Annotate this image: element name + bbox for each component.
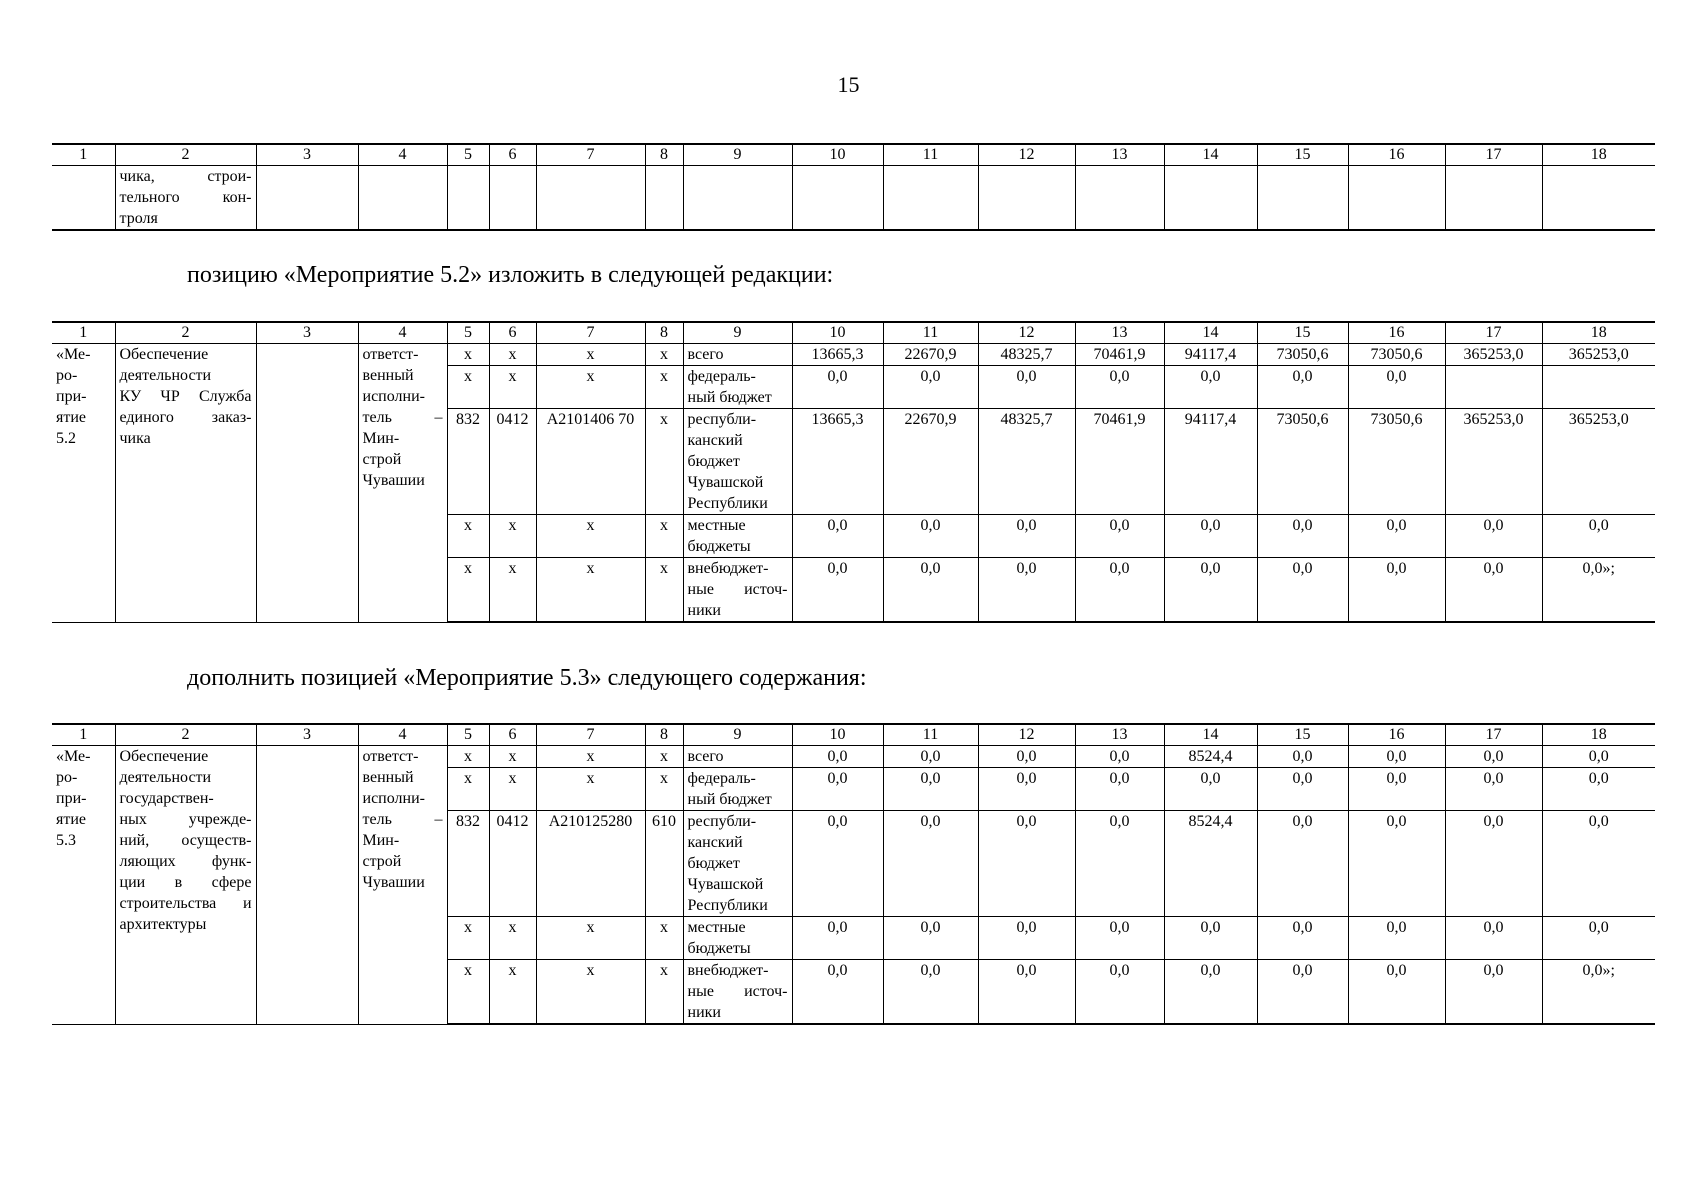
column-number-6: 6 xyxy=(489,322,536,344)
code-target: x xyxy=(536,558,645,623)
cell-col2 xyxy=(115,166,256,231)
amount-col11: 0,0 xyxy=(883,515,978,558)
column-number-4: 4 xyxy=(358,724,447,746)
column-number-7: 7 xyxy=(536,144,645,166)
cell-line: строй xyxy=(362,451,402,468)
cell-col3 xyxy=(256,344,358,623)
cell-line: Обеспечение xyxy=(119,346,209,363)
column-number-18: 18 xyxy=(1542,322,1655,344)
amount-col18: 0,0 xyxy=(1542,811,1655,917)
cell-line: бюджеты xyxy=(687,538,751,555)
code-section: x xyxy=(489,366,536,409)
amount-col11: 0,0 xyxy=(883,811,978,917)
cell-line: ятие xyxy=(56,811,87,828)
cell-line: Мин- xyxy=(362,430,400,447)
column-number-17: 17 xyxy=(1445,322,1542,344)
amount-col14: 94117,4 xyxy=(1164,344,1257,366)
column-number-14: 14 xyxy=(1164,144,1257,166)
amount-col11: 22670,9 xyxy=(883,344,978,366)
cell-line: канский xyxy=(687,834,743,851)
funding-source xyxy=(683,960,792,1025)
code-section: x xyxy=(489,960,536,1025)
code-grbs: x xyxy=(447,344,489,366)
column-number-4: 4 xyxy=(358,322,447,344)
cell-line: венный xyxy=(362,769,414,786)
code-expense: x xyxy=(645,409,683,515)
amount-col13: 0,0 xyxy=(1075,960,1164,1025)
cell-line: ро- xyxy=(56,367,78,384)
column-number-6: 6 xyxy=(489,724,536,746)
table-continuation xyxy=(52,143,1655,231)
code-target: x xyxy=(536,366,645,409)
column-number-15: 15 xyxy=(1257,724,1348,746)
cell-line: Чувашской xyxy=(687,876,764,893)
code-section: x xyxy=(489,558,536,623)
amount-col18: 365253,0 xyxy=(1542,409,1655,515)
cell-line: ные источ- xyxy=(687,581,788,598)
column-number-10: 10 xyxy=(792,322,883,344)
cell-line: ный бюджет xyxy=(687,389,772,406)
amount-col15: 0,0 xyxy=(1257,917,1348,960)
amount-col15: 0,0 xyxy=(1257,768,1348,811)
column-number-9: 9 xyxy=(683,724,792,746)
column-number-4: 4 xyxy=(358,144,447,166)
column-number-row xyxy=(52,144,1655,166)
column-number-12: 12 xyxy=(978,144,1075,166)
amount-col12: 48325,7 xyxy=(978,409,1075,515)
amount-col15: 73050,6 xyxy=(1257,409,1348,515)
column-number-11: 11 xyxy=(883,724,978,746)
column-number-row xyxy=(52,322,1655,344)
amount-col14: 0,0 xyxy=(1164,515,1257,558)
amount-col16: 0,0 xyxy=(1348,768,1445,811)
cell-line: Мин- xyxy=(362,832,400,849)
amount-col14: 8524,4 xyxy=(1164,811,1257,917)
instruction-5-2: позицию «Мероприятие 5.2» изложить в следующей редакции: xyxy=(187,262,834,288)
amount-col16: 0,0 xyxy=(1348,515,1445,558)
cell-line: федераль- xyxy=(687,770,756,787)
cell-line: Чувашии xyxy=(362,472,425,489)
amount-col11: 0,0 xyxy=(883,917,978,960)
code-grbs: x xyxy=(447,917,489,960)
cell-col3 xyxy=(256,746,358,1025)
cell-line: чика xyxy=(119,430,151,447)
amount-col16: 0,0 xyxy=(1348,960,1445,1025)
amount-col13: 0,0 xyxy=(1075,768,1164,811)
amount-col14: 0,0 xyxy=(1164,768,1257,811)
cell-line: Республики xyxy=(687,495,768,512)
amount-col11: 0,0 xyxy=(883,558,978,623)
code-expense: x xyxy=(645,366,683,409)
amount-col11: 0,0 xyxy=(883,768,978,811)
amount-col10: 13665,3 xyxy=(792,409,883,515)
cell-line: тель – xyxy=(362,409,443,426)
cell-line: строительства и xyxy=(119,895,252,912)
column-number-17: 17 xyxy=(1445,724,1542,746)
column-number-16: 16 xyxy=(1348,144,1445,166)
amount-col12: 0,0 xyxy=(978,917,1075,960)
code-expense: x xyxy=(645,746,683,768)
funding-source xyxy=(683,558,792,623)
column-number-9: 9 xyxy=(683,144,792,166)
cell-line: республи- xyxy=(687,813,757,830)
amount-col10: 0,0 xyxy=(792,515,883,558)
code-target: x xyxy=(536,917,645,960)
code-target: x xyxy=(536,344,645,366)
cell-line: единого заказ- xyxy=(119,409,252,426)
amount-col10: 0,0 xyxy=(792,558,883,623)
column-number-7: 7 xyxy=(536,724,645,746)
code-grbs: 832 xyxy=(447,409,489,515)
cell-line: ники xyxy=(687,602,721,619)
column-number-13: 13 xyxy=(1075,724,1164,746)
funding-source xyxy=(683,515,792,558)
amount-col15: 0,0 xyxy=(1257,558,1348,623)
code-grbs: x xyxy=(447,768,489,811)
column-number-1: 1 xyxy=(52,144,115,166)
amount-col14: 94117,4 xyxy=(1164,409,1257,515)
cell-line: всего xyxy=(687,346,724,363)
column-number-1: 1 xyxy=(52,724,115,746)
amount-col15: 0,0 xyxy=(1257,366,1348,409)
column-number-3: 3 xyxy=(256,322,358,344)
cell-line: тельного кон- xyxy=(119,189,252,206)
code-expense: x xyxy=(645,960,683,1025)
amount-col15: 0,0 xyxy=(1257,960,1348,1025)
cell-line: ции в сфере xyxy=(119,874,252,891)
amount-col14: 0,0 xyxy=(1164,366,1257,409)
code-target: А210125280 xyxy=(536,811,645,917)
amount-col16: 73050,6 xyxy=(1348,344,1445,366)
amount-col18: 0,0 xyxy=(1542,515,1655,558)
column-number-16: 16 xyxy=(1348,322,1445,344)
column-number-14: 14 xyxy=(1164,724,1257,746)
code-expense: x xyxy=(645,768,683,811)
amount-col11: 0,0 xyxy=(883,746,978,768)
column-number-2: 2 xyxy=(115,322,256,344)
amount-col13: 0,0 xyxy=(1075,515,1164,558)
amount-col18: 0,0»; xyxy=(1542,960,1655,1025)
amount-col16: 0,0 xyxy=(1348,917,1445,960)
cell-line: чика, строи- xyxy=(119,168,252,185)
column-number-5: 5 xyxy=(447,724,489,746)
measure-label xyxy=(52,746,115,1025)
code-expense: x xyxy=(645,558,683,623)
cell-line: КУ ЧР Служба xyxy=(119,388,252,405)
amount-col17: 0,0 xyxy=(1445,515,1542,558)
table-measure-5-2 xyxy=(52,321,1655,623)
amount-col11: 0,0 xyxy=(883,960,978,1025)
table-measure-5-3 xyxy=(52,723,1655,1025)
code-target: x xyxy=(536,515,645,558)
amount-col15: 0,0 xyxy=(1257,811,1348,917)
column-number-8: 8 xyxy=(645,144,683,166)
amount-col12: 48325,7 xyxy=(978,344,1075,366)
cell-line: Чувашской xyxy=(687,474,764,491)
amount-col12: 0,0 xyxy=(978,515,1075,558)
funding-source xyxy=(683,409,792,515)
cell-line: внебюджет- xyxy=(687,560,769,577)
column-number-11: 11 xyxy=(883,322,978,344)
amount-col14: 0,0 xyxy=(1164,917,1257,960)
amount-col17: 365253,0 xyxy=(1445,409,1542,515)
amount-col17: 0,0 xyxy=(1445,768,1542,811)
amount-col17: 365253,0 xyxy=(1445,344,1542,366)
amount-col11: 22670,9 xyxy=(883,409,978,515)
code-grbs: 832 xyxy=(447,811,489,917)
cell-line: ных учрежде- xyxy=(119,811,252,828)
funding-source xyxy=(683,366,792,409)
amount-col12: 0,0 xyxy=(978,558,1075,623)
amount-col12: 0,0 xyxy=(978,768,1075,811)
code-grbs: x xyxy=(447,746,489,768)
cell-line: ляющих функ- xyxy=(119,853,252,870)
amount-col12: 0,0 xyxy=(978,366,1075,409)
code-target: x xyxy=(536,746,645,768)
funding-source xyxy=(683,746,792,768)
amount-col10: 0,0 xyxy=(792,811,883,917)
amount-col15: 0,0 xyxy=(1257,746,1348,768)
column-number-18: 18 xyxy=(1542,144,1655,166)
column-number-2: 2 xyxy=(115,724,256,746)
amount-col17: 0,0 xyxy=(1445,558,1542,623)
table-row xyxy=(52,344,1655,366)
cell-line: местные xyxy=(687,919,746,936)
column-number-13: 13 xyxy=(1075,322,1164,344)
amount-col16: 0,0 xyxy=(1348,558,1445,623)
amount-col10: 0,0 xyxy=(792,746,883,768)
cell-line: 5.2 xyxy=(56,430,76,447)
amount-col13: 0,0 xyxy=(1075,366,1164,409)
cell-line: ответст- xyxy=(362,748,419,765)
column-number-7: 7 xyxy=(536,322,645,344)
cell-line: ответст- xyxy=(362,346,419,363)
measure-description xyxy=(115,344,256,623)
amount-col13: 0,0 xyxy=(1075,746,1164,768)
page-number: 15 xyxy=(837,72,860,97)
column-number-12: 12 xyxy=(978,322,1075,344)
column-number-row xyxy=(52,724,1655,746)
amount-col14: 0,0 xyxy=(1164,558,1257,623)
code-grbs: x xyxy=(447,960,489,1025)
cell-line: бюджет xyxy=(687,855,740,872)
amount-col16: 0,0 xyxy=(1348,746,1445,768)
code-target: x xyxy=(536,768,645,811)
code-target: А2101406 70 xyxy=(536,409,645,515)
code-expense: x xyxy=(645,515,683,558)
amount-col18: 0,0 xyxy=(1542,917,1655,960)
amount-col10: 0,0 xyxy=(792,768,883,811)
cell-line: деятельности xyxy=(119,769,212,786)
amount-col11: 0,0 xyxy=(883,366,978,409)
column-number-16: 16 xyxy=(1348,724,1445,746)
funding-source xyxy=(683,344,792,366)
code-grbs: x xyxy=(447,558,489,623)
amount-col10: 13665,3 xyxy=(792,344,883,366)
column-number-14: 14 xyxy=(1164,322,1257,344)
cell-line: всего xyxy=(687,748,724,765)
amount-col17: 0,0 xyxy=(1445,746,1542,768)
cell-line: федераль- xyxy=(687,368,756,385)
column-number-9: 9 xyxy=(683,322,792,344)
amount-col14: 8524,4 xyxy=(1164,746,1257,768)
column-number-1: 1 xyxy=(52,322,115,344)
instruction-5-3: дополнить позицией «Мероприятие 5.3» следующего содержания: xyxy=(187,665,867,691)
amount-col13: 70461,9 xyxy=(1075,409,1164,515)
cell-line: строй xyxy=(362,853,402,870)
column-number-13: 13 xyxy=(1075,144,1164,166)
amount-col13: 0,0 xyxy=(1075,917,1164,960)
column-number-10: 10 xyxy=(792,724,883,746)
amount-col14: 0,0 xyxy=(1164,960,1257,1025)
column-number-3: 3 xyxy=(256,724,358,746)
column-number-11: 11 xyxy=(883,144,978,166)
cell-line: ники xyxy=(687,1004,721,1021)
measure-description xyxy=(115,746,256,1025)
amount-col12: 0,0 xyxy=(978,811,1075,917)
code-target: x xyxy=(536,960,645,1025)
column-number-2: 2 xyxy=(115,144,256,166)
column-number-17: 17 xyxy=(1445,144,1542,166)
amount-col15: 73050,6 xyxy=(1257,344,1348,366)
funding-source xyxy=(683,768,792,811)
amount-col18: 0,0»; xyxy=(1542,558,1655,623)
code-section: x xyxy=(489,344,536,366)
amount-col12: 0,0 xyxy=(978,960,1075,1025)
cell-line: республи- xyxy=(687,411,757,428)
code-expense: x xyxy=(645,917,683,960)
cell-line: государствен- xyxy=(119,790,214,807)
code-grbs: x xyxy=(447,366,489,409)
column-number-8: 8 xyxy=(645,724,683,746)
cell-line: Республики xyxy=(687,897,768,914)
code-section: x xyxy=(489,515,536,558)
cell-line: деятельности xyxy=(119,367,212,384)
cell-line: ро- xyxy=(56,769,78,786)
table-row xyxy=(52,746,1655,768)
amount-col18: 365253,0 xyxy=(1542,344,1655,366)
column-number-8: 8 xyxy=(645,322,683,344)
cell-line: канский xyxy=(687,432,743,449)
cell-line: бюджеты xyxy=(687,940,751,957)
amount-col17: 0,0 xyxy=(1445,917,1542,960)
funding-source xyxy=(683,917,792,960)
cell-line: при- xyxy=(56,388,87,405)
amount-col10: 0,0 xyxy=(792,917,883,960)
cell-line: исполни- xyxy=(362,790,425,807)
code-section: 0412 xyxy=(489,409,536,515)
amount-col10: 0,0 xyxy=(792,366,883,409)
amount-col13: 0,0 xyxy=(1075,811,1164,917)
amount-col17 xyxy=(1445,366,1542,409)
code-section: x xyxy=(489,917,536,960)
cell-line: 5.3 xyxy=(56,832,76,849)
cell-line: внебюджет- xyxy=(687,962,769,979)
amount-col17: 0,0 xyxy=(1445,811,1542,917)
amount-col15: 0,0 xyxy=(1257,515,1348,558)
cell-col1 xyxy=(52,166,115,231)
column-number-5: 5 xyxy=(447,144,489,166)
code-section: 0412 xyxy=(489,811,536,917)
amount-col17: 0,0 xyxy=(1445,960,1542,1025)
amount-col18 xyxy=(1542,366,1655,409)
column-number-15: 15 xyxy=(1257,322,1348,344)
cell-line: ные источ- xyxy=(687,983,788,1000)
responsible-executor xyxy=(358,344,447,623)
amount-col18: 0,0 xyxy=(1542,746,1655,768)
column-number-15: 15 xyxy=(1257,144,1348,166)
cell-line: при- xyxy=(56,790,87,807)
column-number-3: 3 xyxy=(256,144,358,166)
cell-line: ятие xyxy=(56,409,87,426)
code-expense: 610 xyxy=(645,811,683,917)
amount-col13: 0,0 xyxy=(1075,558,1164,623)
column-number-10: 10 xyxy=(792,144,883,166)
amount-col10: 0,0 xyxy=(792,960,883,1025)
cell-line: венный xyxy=(362,367,414,384)
amount-col16: 0,0 xyxy=(1348,366,1445,409)
amount-col13: 70461,9 xyxy=(1075,344,1164,366)
cell-line: архитектуры xyxy=(119,916,207,933)
cell-line: «Ме- xyxy=(56,748,91,765)
cell-line: исполни- xyxy=(362,388,425,405)
amount-col12: 0,0 xyxy=(978,746,1075,768)
cell-line: ний, осуществ- xyxy=(119,832,252,849)
cell-line: тель – xyxy=(362,811,443,828)
cell-line: Чувашии xyxy=(362,874,425,891)
measure-label xyxy=(52,344,115,623)
code-expense: x xyxy=(645,344,683,366)
code-section: x xyxy=(489,768,536,811)
column-number-5: 5 xyxy=(447,322,489,344)
cell-line: «Ме- xyxy=(56,346,91,363)
column-number-12: 12 xyxy=(978,724,1075,746)
amount-col16: 73050,6 xyxy=(1348,409,1445,515)
amount-col18: 0,0 xyxy=(1542,768,1655,811)
cell-line: ный бюджет xyxy=(687,791,772,808)
funding-source xyxy=(683,811,792,917)
responsible-executor xyxy=(358,746,447,1025)
cell-line: местные xyxy=(687,517,746,534)
cell-line: троля xyxy=(119,210,158,227)
table-row xyxy=(52,166,1655,231)
cell-line: бюджет xyxy=(687,453,740,470)
column-number-6: 6 xyxy=(489,144,536,166)
cell-line: Обеспечение xyxy=(119,748,209,765)
column-number-18: 18 xyxy=(1542,724,1655,746)
amount-col16: 0,0 xyxy=(1348,811,1445,917)
code-section: x xyxy=(489,746,536,768)
code-grbs: x xyxy=(447,515,489,558)
